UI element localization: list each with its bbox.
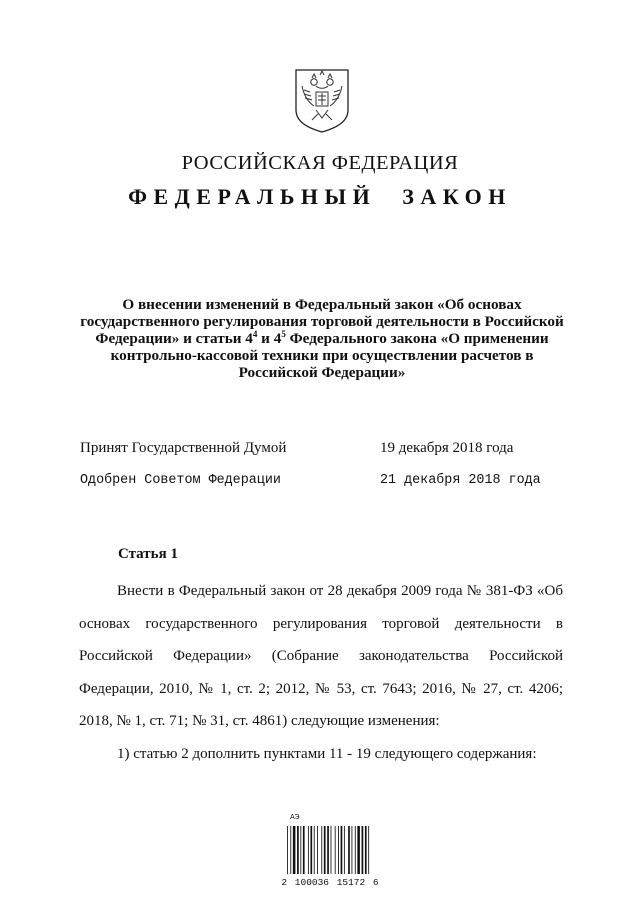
council-approval-date: 21 декабря 2018 года: [380, 473, 541, 488]
law-title: [80, 296, 564, 381]
article-body: [79, 575, 563, 771]
article-paragraph: Внести в Федеральный закон от 28 декабря 2009 года № 381-ФЗ «Об основах государственного регулирования торговой деятельности в Российской Федерации» (Собрание законодательства Российской Федерации, 2010, № 1, ст. 2; 2012, № 53, ст. 7643; 2016, № 27, ст. 4206; 2018, № 1, ст. 71; № 31, ст. 4861) следующие изменения:: [79, 583, 563, 730]
article-paragraph: 1) статью 2 дополнить пунктами 11 - 19 следующего содержания:: [117, 745, 537, 762]
law-title-superscript: 5: [281, 328, 286, 339]
law-title-superscript: 4: [252, 328, 258, 339]
article-title: Статья 1: [118, 546, 178, 562]
council-approval-label: Одобрен Советом Федерации: [80, 473, 281, 488]
law-type-heading: ФЕДЕРАЛЬНЫЙ ЗАКОН: [128, 184, 512, 209]
law-title-part: Федерального закона «О применении контрольно-кассовой техники при осуществлении расчетов в Российской Федерации»: [110, 330, 549, 381]
state-emblem-icon: [290, 66, 354, 134]
law-title-part: и 4: [257, 330, 282, 347]
barcode-icon: [286, 826, 374, 874]
law-title-part: О внесении изменений в Федеральный закон «Об основах государственного регулирования торговой деятельности в Российской Федерации» и статьи 4: [80, 296, 564, 347]
duma-adoption-label: Принят Государственной Думой: [80, 440, 287, 456]
country-name: РОССИЙСКАЯ ФЕДЕРАЦИЯ: [181, 152, 459, 174]
barcode-tag: АЭ: [290, 814, 300, 821]
duma-adoption-date: 19 декабря 2018 года: [380, 440, 514, 456]
barcode-number: 2 100036 15172 6: [281, 877, 379, 888]
